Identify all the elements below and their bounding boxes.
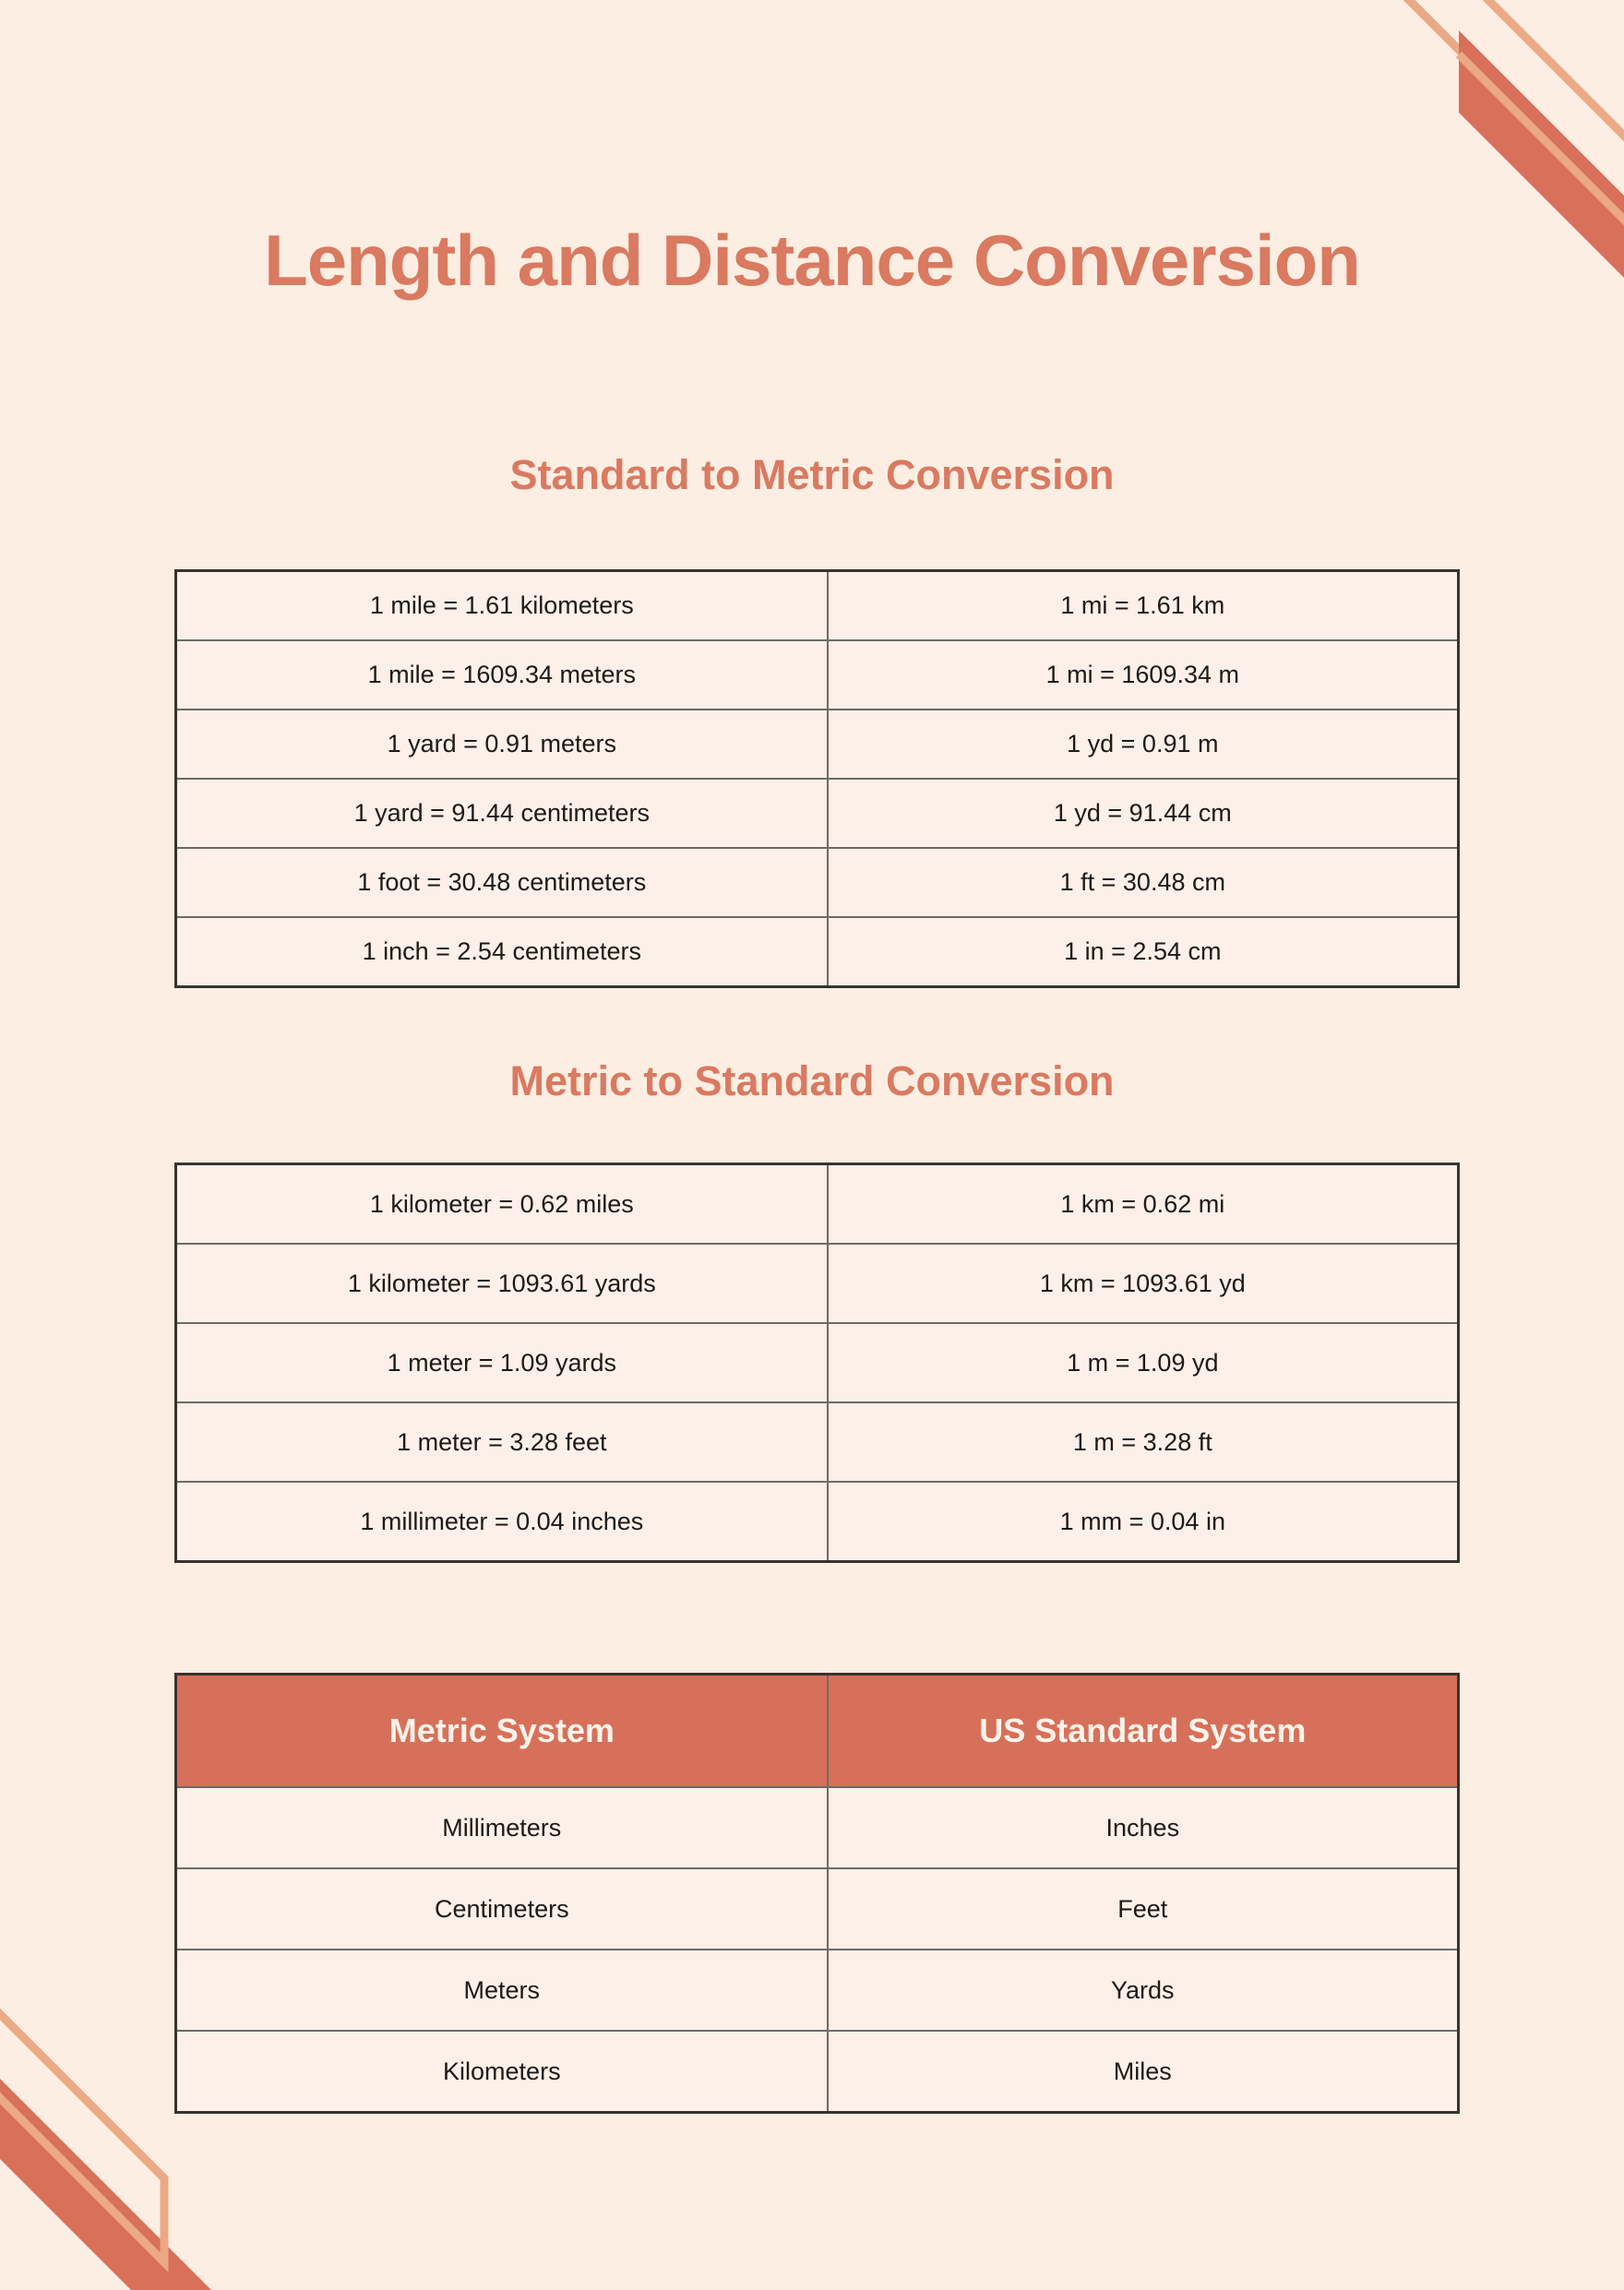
table-row: [176, 779, 1459, 848]
standard-unit-cell: Inches: [828, 1787, 1459, 1868]
conversion-cell-abbrev: 1 m = 1.09 yd: [828, 1323, 1459, 1402]
conversion-cell-full: 1 millimeter = 0.04 inches: [176, 1482, 828, 1562]
table-row: [176, 1323, 1459, 1402]
conversion-cell-full: 1 inch = 2.54 centimeters: [176, 917, 828, 987]
ribbon-inner-stripe: [1459, 54, 1624, 223]
conversion-cell-abbrev: 1 km = 1093.61 yd: [828, 1244, 1459, 1323]
conversion-cell-abbrev: 1 yd = 91.44 cm: [828, 779, 1459, 848]
conversion-cell-full: 1 kilometer = 1093.61 yards: [176, 1244, 828, 1323]
metric-to-standard-table: [174, 1163, 1460, 1563]
us-standard-system-header: US Standard System: [828, 1675, 1459, 1788]
table-row: [176, 1787, 1459, 1868]
page-title: Length and Distance Conversion: [264, 220, 1360, 301]
table-row: [176, 1950, 1459, 2031]
table-row: [176, 2031, 1459, 2113]
corner-ribbon-top-right: [1236, 0, 1624, 388]
table-row: [176, 640, 1459, 710]
section-heading-standard-to-metric: Standard to Metric Conversion: [509, 451, 1115, 498]
table-header-row: [176, 1675, 1459, 1788]
conversion-cell-abbrev: 1 mm = 0.04 in: [828, 1482, 1459, 1562]
table-row: [176, 1868, 1459, 1950]
ribbon-outline-parallelogram: [0, 1965, 164, 2262]
conversion-cell-full: 1 kilometer = 0.62 miles: [176, 1164, 828, 1245]
conversion-cell-abbrev: 1 ft = 30.48 cm: [828, 848, 1459, 917]
conversion-cell-full: 1 mile = 1.61 kilometers: [176, 571, 828, 641]
conversion-cell-abbrev: 1 mi = 1609.34 m: [828, 640, 1459, 710]
table-row: [176, 710, 1459, 779]
table-row: [176, 1244, 1459, 1323]
conversion-cell-abbrev: 1 mi = 1.61 km: [828, 571, 1459, 641]
table-row: [176, 571, 1459, 641]
ribbon-thin-line: [1484, 0, 1624, 141]
conversion-cell-abbrev: 1 m = 3.28 ft: [828, 1402, 1459, 1482]
conversion-cell-full: 1 yard = 91.44 centimeters: [176, 779, 828, 848]
standard-unit-cell: Miles: [828, 2031, 1459, 2113]
metric-unit-cell: Meters: [176, 1950, 828, 2031]
conversion-cell-abbrev: 1 km = 0.62 mi: [828, 1164, 1459, 1245]
table-row: [176, 1482, 1459, 1562]
conversion-cell-abbrev: 1 yd = 0.91 m: [828, 710, 1459, 779]
metric-unit-cell: Kilometers: [176, 2031, 828, 2113]
metric-system-header: Metric System: [176, 1675, 828, 1788]
conversion-cell-full: 1 meter = 3.28 feet: [176, 1402, 828, 1482]
conversion-cell-full: 1 mile = 1609.34 meters: [176, 640, 828, 710]
section-heading-metric-to-standard: Metric to Standard Conversion: [509, 1057, 1115, 1104]
ribbon-thin-line: [1403, 0, 1624, 226]
metric-unit-cell: Millimeters: [176, 1787, 828, 1868]
standard-unit-cell: Feet: [828, 1868, 1459, 1950]
conversion-cell-abbrev: 1 in = 2.54 cm: [828, 917, 1459, 987]
table-row: [176, 1164, 1459, 1245]
standard-to-metric-table: [174, 569, 1460, 988]
table-row: [176, 848, 1459, 917]
conversion-cell-full: 1 meter = 1.09 yards: [176, 1323, 828, 1402]
conversion-cell-full: 1 yard = 0.91 meters: [176, 710, 828, 779]
metric-unit-cell: Centimeters: [176, 1868, 828, 1950]
table-row: [176, 917, 1459, 987]
measurement-systems-table: [174, 1673, 1460, 2114]
conversion-cell-full: 1 foot = 30.48 centimeters: [176, 848, 828, 917]
standard-unit-cell: Yards: [828, 1950, 1459, 2031]
table-row: [176, 1402, 1459, 1482]
